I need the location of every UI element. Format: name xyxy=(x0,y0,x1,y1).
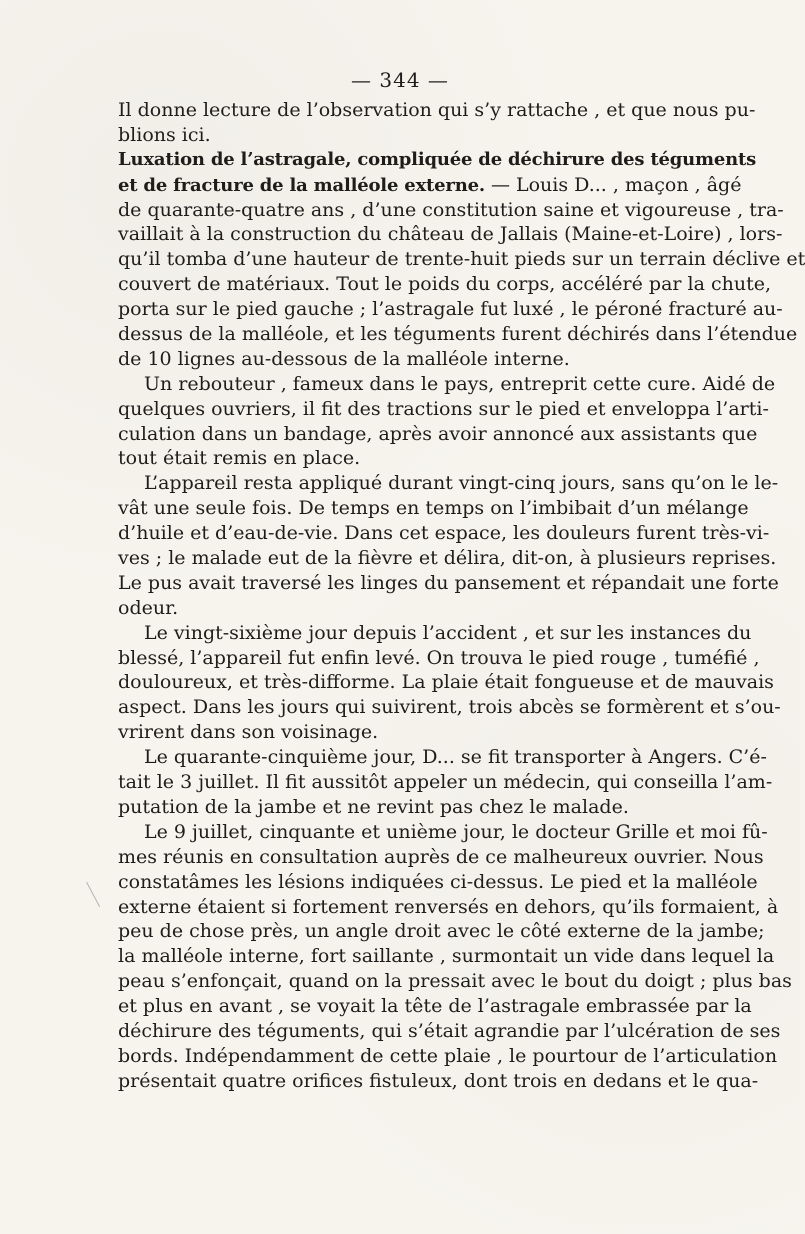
text-line-5: de quarante-quatre ans , d’une constitution saine et vigoureuse , tra- xyxy=(118,198,784,221)
text-line-24: douloureux, et très-difforme. La plaie était fongueuse et de mauvais xyxy=(118,671,774,694)
page-content xyxy=(118,98,805,1094)
text-line-40: présentait quatre orifices fistuleux, dont trois en dedans et le qua- xyxy=(118,1069,759,1092)
text-line-23: blessé, l’appareil fut enfin levé. On trouva le pied rouge , tuméfié , xyxy=(118,646,760,669)
section-heading-line-2 xyxy=(118,173,742,198)
text-line-25: aspect. Dans les jours qui suivirent, trois abcès se formèrent et s’ou- xyxy=(118,696,781,719)
section-heading-bold-tail: et de fracture de la malléole externe. xyxy=(118,174,485,196)
text-line-16: L’appareil resta appliqué durant vingt-cinq jours, sans qu’on le le- xyxy=(144,472,779,495)
text-line-6: vaillait à la construction du château de Jallais (Maine-et-Loire) , lors- xyxy=(118,223,783,246)
text-line-12: Un rebouteur , fameux dans le pays, entreprit cette cure. Aidé de xyxy=(144,372,776,395)
text-line-1: Il donne lecture de l’observation qui s’y rattache , et que nous pu- xyxy=(118,99,756,121)
text-line-38: déchirure des téguments, qui s’était agrandie par l’ulcération de ses xyxy=(118,1019,781,1042)
text-line-34: peu de chose près, un angle droit avec le côté externe de la jambe; xyxy=(118,920,765,943)
text-line-39: bords. Indépendamment de cette plaie , le pourtour de l’articulation xyxy=(118,1044,778,1067)
text-line-33: externe étaient si fortement renversés en dehors, qu’ils formaient, à xyxy=(118,895,779,918)
text-line-22: Le vingt-sixième jour depuis l’accident , et sur les instances du xyxy=(144,621,752,644)
text-line-27: Le quarante-cinquième jour, D... se fit transporter à Angers. C’é- xyxy=(144,746,767,769)
text-line-28: tait le 3 juillet. Il fit aussitôt appeler un médecin, qui conseilla l’am- xyxy=(118,771,773,794)
text-line-8: couvert de matériaux. Tout le poids du corps, accéléré par la chute, xyxy=(118,273,772,296)
text-line-7: qu’il tomba d’une hauteur de trente-huit pieds sur un terrain déclive et xyxy=(118,248,805,271)
section-heading-rest: — Louis D... , maçon , âgé xyxy=(484,173,742,196)
text-line-31: mes réunis en consultation auprès de ce malheureux ouvrier. Nous xyxy=(118,845,764,868)
text-line-19: ves ; le malade eut de la fièvre et délira, dit-on, à plusieurs reprises. xyxy=(118,547,777,570)
text-line-2: blions ici. xyxy=(118,123,211,146)
text-line-11: de 10 lignes au-dessous de la malléole interne. xyxy=(118,347,570,370)
text-line-18: d’huile et d’eau-de-vie. Dans cet espace, les douleurs furent très-vi- xyxy=(118,522,770,545)
section-heading-line-1: Luxation de l’astragale, compliquée de déchirure des téguments xyxy=(118,148,757,170)
text-line-17: vât une seule fois. De temps en temps on l’imbibait d’un mélange xyxy=(118,497,749,520)
text-line-37: et plus en avant , se voyait la tête de l’astragale embrassée par la xyxy=(118,995,752,1018)
margin-pencil-mark xyxy=(86,877,109,907)
text-line-29: putation de la jambe et ne revint pas chez le malade. xyxy=(118,795,629,818)
text-line-9: porta sur le pied gauche ; l’astragale fut luxé , le péroné fracturé au- xyxy=(118,298,783,321)
text-line-32: constatâmes les lésions indiquées ci-dessus. Le pied et la malléole xyxy=(118,870,758,893)
page-number: — 344 — xyxy=(351,68,449,92)
text-line-14: culation dans un bandage, après avoir annoncé aux assistants que xyxy=(118,422,758,445)
text-line-20: Le pus avait traversé les linges du pansement et répandait une forte xyxy=(118,571,779,594)
text-line-30: Le 9 juillet, cinquante et unième jour, le docteur Grille et moi fû- xyxy=(144,820,768,843)
text-line-13: quelques ouvriers, il fit des tractions sur le pied et enveloppa l’arti- xyxy=(118,397,769,420)
text-line-35: la malléole interne, fort saillante , surmontait un vide dans lequel la xyxy=(118,945,775,968)
text-line-10: dessus de la malléole, et les téguments furent déchirés dans l’étendue xyxy=(118,323,798,346)
text-line-15: tout était remis en place. xyxy=(118,447,361,470)
text-line-36: peau s’enfonçait, quand on la pressait avec le bout du doigt ; plus bas xyxy=(118,970,792,993)
text-line-21: odeur. xyxy=(118,596,179,619)
text-line-26: vrirent dans son voisinage. xyxy=(118,721,379,744)
